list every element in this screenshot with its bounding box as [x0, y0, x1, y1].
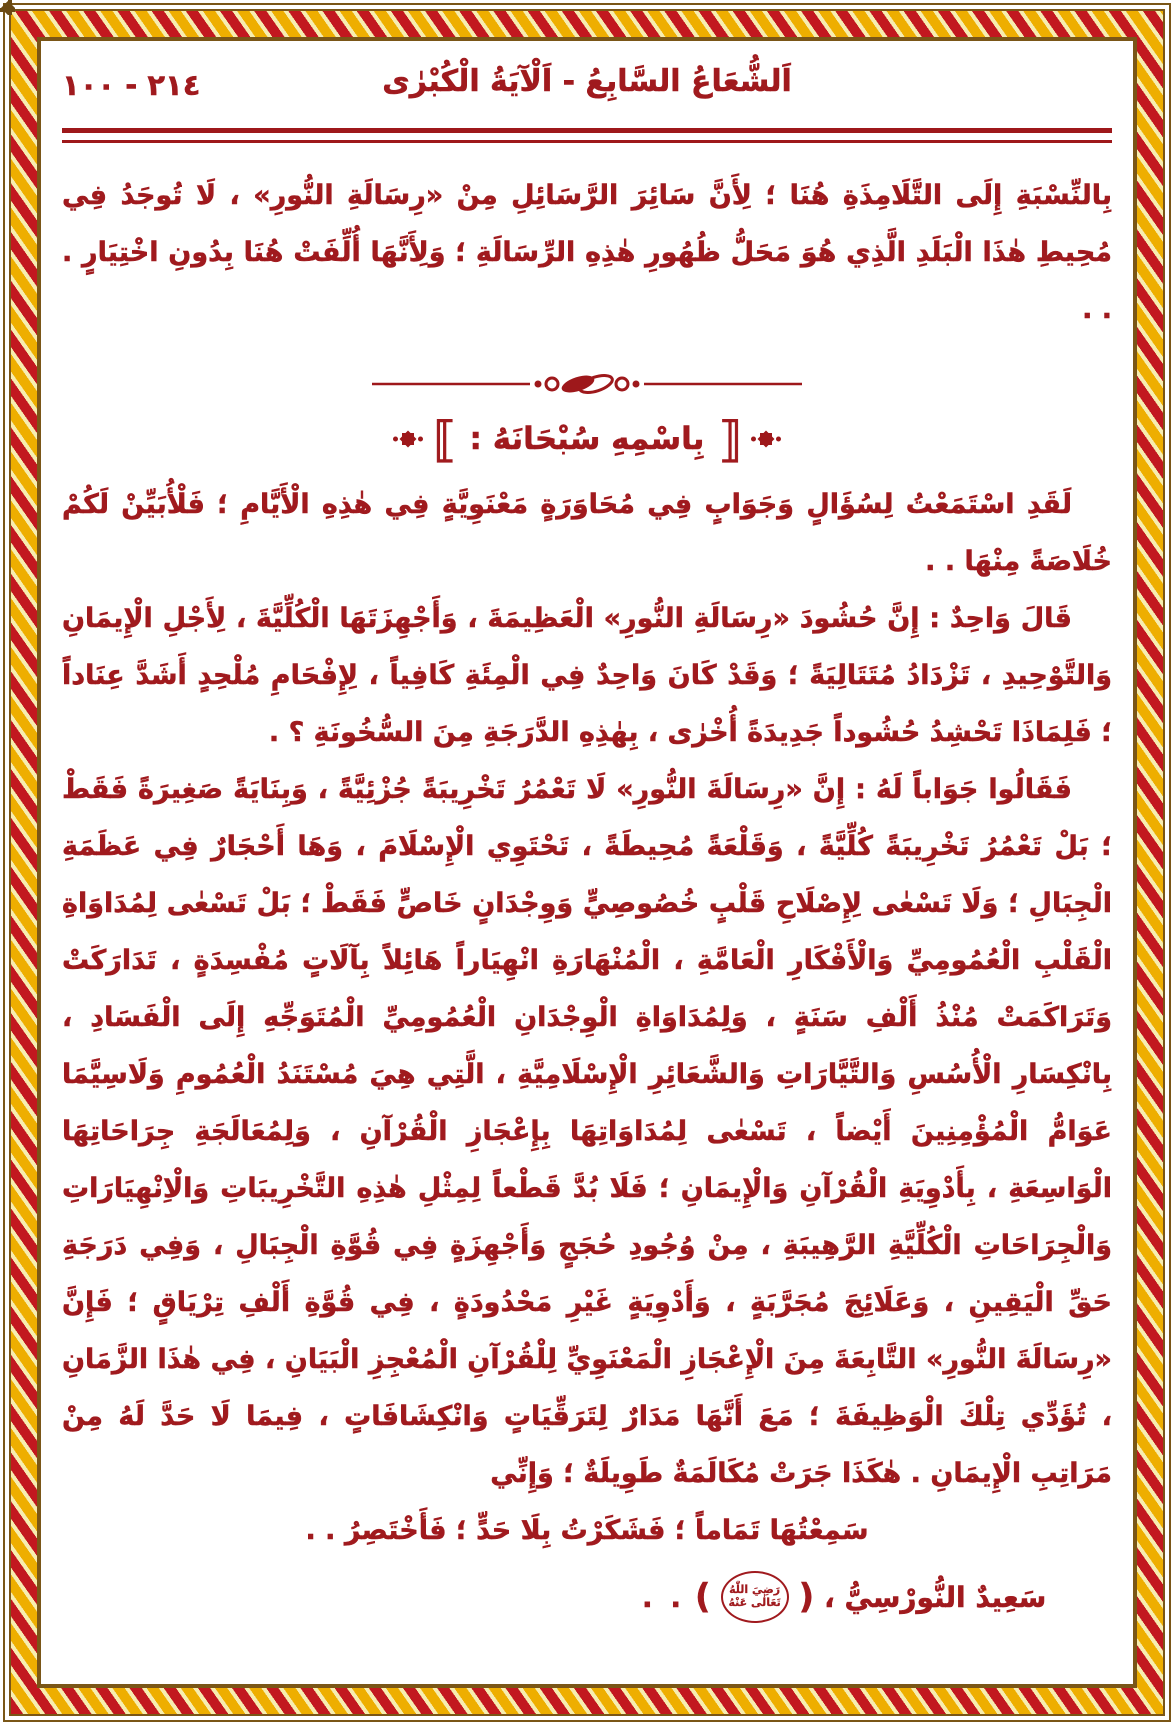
page-header	[62, 60, 1112, 116]
basmala-heading	[62, 410, 1112, 468]
trailing-dots: . .	[642, 1580, 686, 1614]
florette-icon	[393, 424, 423, 454]
florette-icon	[751, 424, 781, 454]
ornate-bracket-icon: ⟧	[433, 410, 456, 468]
author-signature	[642, 1571, 1046, 1623]
ornate-bracket-icon: ⟦	[718, 410, 741, 468]
paragraph: لَقَدِ اسْتَمَعْتُ لِسُؤَالٍ وَجَوَابٍ فِي مُحَاوَرَةٍ مَعْنَوِيَّةٍ فِي هٰذِهِ الْأَيَّامِ ؛ فَلْأُبَيِّنْ لَكُمْ خُلَاصَةً مِنْهَا . .	[62, 489, 1112, 577]
section-divider	[62, 372, 1112, 396]
author-name: سَعِيدٌ النُّورْسِيُّ ،	[824, 1580, 1047, 1614]
radiallahu-anhu-seal-icon	[721, 1571, 789, 1623]
closing-line: سَمِعْتُهَا تَمَاماً ؛ فَشَكَرْتُ بِلَا حَدٍّ ؛ فَأَخْتَصِرُ . .	[305, 1515, 869, 1546]
seal-text-top: رَضِيَ اللّٰهُ	[729, 1583, 781, 1597]
paren-open: (	[798, 1577, 815, 1617]
paren-close: )	[695, 1577, 711, 1617]
corner-finial-icon	[1, 1, 15, 15]
header-double-rule	[62, 128, 1112, 143]
seal-text-bottom: تَعَالٰى عَنْهُ	[728, 1596, 781, 1609]
page-content	[62, 46, 1112, 1679]
paragraph: قَالَ وَاحِدٌ : إِنَّ حُشُودَ «رِسَالَةِ النُّورِ» الْعَظِيمَةَ ، وَأَجْهِزَتَهَا الْكُلِّيَّةَ ، لِأَجْلِ الْإِيمَانِ وَالتَّوْحِيدِ ، تَزْدَادُ مُتَتَالِيَةً ؛ وَقَدْ كَانَ وَاحِدٌ فِي الْمِئَةِ كَافِياً ، لِإِفْحَامِ مُلْحِدٍ أَشَدَّ عِنَاداً ؛ فَلِمَاذَا تَحْشِدُ حُشُوداً جَدِيدَةً أُخْرٰى ، بِهٰذِهِ الدَّرَجَةِ مِنَ السُّخُونَةِ ؟ .	[62, 603, 1112, 748]
paragraph: بِالنِّسْبَةِ إِلَى التَّلَامِذَةِ هُنَا ؛ لِأَنَّ سَائِرَ الرَّسَائِلِ مِنْ «رِسَالَةِ النُّورِ» ، لَا تُوجَدُ فِي مُحِيطِ هٰذَا الْبَلَدِ الَّذِي هُوَ مَحَلُّ ظُهُورِ هٰذِهِ الرِّسَالَةِ ؛ وَلِأَنَّهَا أُلِّفَتْ هُنَا بِدُونِ اخْتِيَارٍ . . .	[62, 180, 1112, 325]
page-number: ٢١٤ - ١٠٠	[62, 68, 201, 102]
basmala-text: بِاسْمِهِ سُبْحَانَهُ :	[469, 421, 705, 457]
paragraph: فَقَالُوا جَوَاباً لَهُ : إِنَّ «رِسَالَةَ النُّورِ» لَا تَعْمُرُ تَخْرِيبَةً جُزْئِيَّةً ، وَبِنَايَةً صَغِيرَةً فَقَطْ ؛ بَلْ تَعْمُرُ تَخْرِيبَةً كُلِّيَّةً ، وَقَلْعَةً مُحِيطَةً ، تَحْتَوِي الْإِسْلَامَ ، وَهَا أَحْجَارٌ فِي عَظَمَةِ الْجِبَالِ ؛ وَلَا تَسْعٰى لِإِصْلَاحِ قَلْبٍ خُصُوصِيٍّ وَوِجْدَانٍ خَاصٍّ فَقَطْ ؛ بَلْ تَسْعٰى لِمُدَاوَاةِ الْقَلْبِ الْعُمُومِيِّ وَالْأَفْكَارِ الْعَامَّةِ ، الْمُنْهَارَةِ انْهِيَاراً هَائِلاً بِآلَاتٍ مُفْسِدَةٍ ، تَدَارَكَتْ وَتَرَاكَمَتْ مُنْذُ أَلْفِ سَنَةٍ ، وَلِمُدَاوَاةِ الْوِجْدَانِ الْعُمُومِيِّ الْمُتَوَجِّهِ إِلَى الْفَسَادِ ، بِانْكِسَارِ الْأُسُسِ وَالتَّيَّارَاتِ وَالشَّعَائِرِ الْإِسْلَامِيَّةِ ، الَّتِي هِيَ مُسْتَنَدُ الْعُمُومِ وَلَاسِيَّمَا عَوَامُّ الْمُؤْمِنِينَ أَيْضاً ، تَسْعٰى لِمُدَاوَاتِهَا بِإِعْجَازِ الْقُرْآنِ ، وَلِمُعَالَجَةِ جِرَاحَاتِهَا الْوَاسِعَةِ ، بِأَدْوِيَةِ الْقُرْآنِ وَالْإِيمَانِ ؛ فَلَا بُدَّ قَطْعاً لِمِثْلِ هٰذِهِ التَّخْرِيبَاتِ وَالْاِنْهِيَارَاتِ وَالْجِرَاحَاتِ الْكُلِّيَّةِ الرَّهِيبَةِ ، مِنْ وُجُودِ حُجَجٍ وَأَجْهِزَةٍ فِي قُوَّةِ الْجِبَالِ ، وَفِي دَرَجَةِ حَقِّ الْيَقِينِ ، وَعَلَائِجَ مُجَرَّبَةٍ ، وَأَدْوِيَةٍ غَيْرِ مَحْدُودَةٍ ، فِي قُوَّةِ أَلْفِ تِرْيَاقٍ ؛ فَإِنَّ «رِسَالَةَ النُّورِ» التَّابِعَةَ مِنَ الْإِعْجَازِ الْمَعْنَوِيِّ لِلْقُرْآنِ الْمُعْجِزِ الْبَيَانِ ، فِي هٰذَا الزَّمَانِ ، تُؤَدِّي تِلْكَ الْوَظِيفَةَ ؛ مَعَ أَنَّهَا مَدَارٌ لِتَرَقِّيَاتٍ وَانْكِشَافَاتٍ ، فِيمَا لَا حَدَّ لَهُ مِنْ مَرَاتِبِ الْإِيمَانِ . هٰكَذَا جَرَتْ مُكَالَمَةٌ طَوِيلَةٌ ؛ وَإِنِّي	[62, 774, 1112, 1489]
divider-ornament-icon	[372, 372, 802, 396]
page-title: اَلشُّعَاعُ السَّابِعُ - اَلْآيَةُ الْكُبْرٰى	[382, 64, 792, 99]
